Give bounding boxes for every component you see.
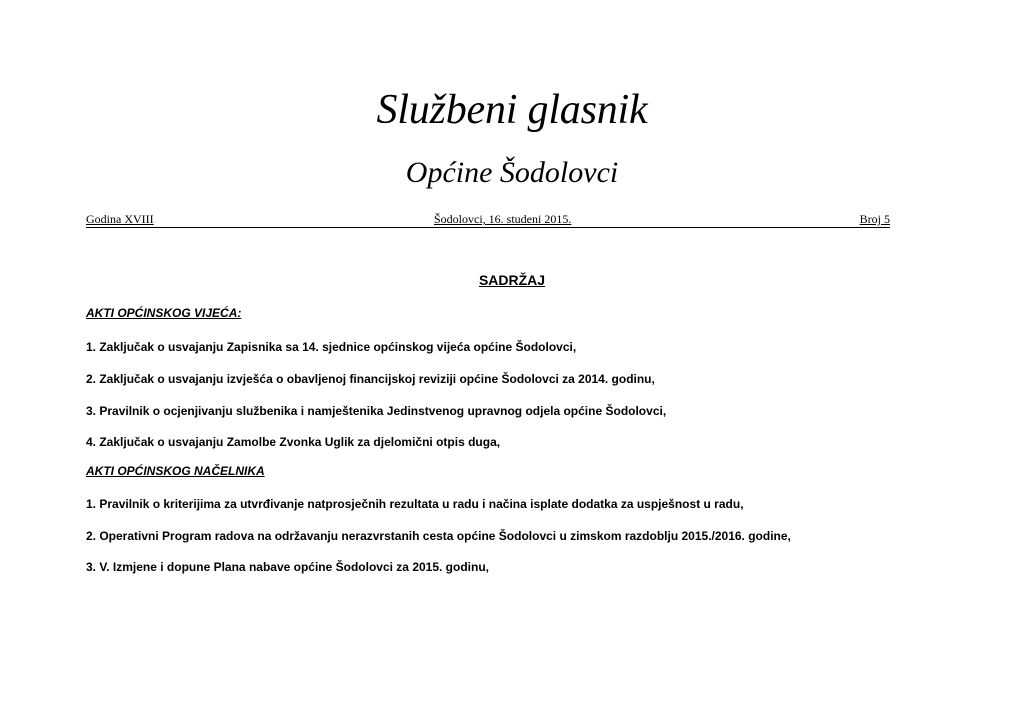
contents-item: 4. Zaključak o usvajanju Zamolbe Zvonka Uglik za djelomični otpis duga,: [86, 435, 501, 449]
section-heading-council: AKTI OPĆINSKOG VIJEĆA:: [86, 306, 242, 320]
section-heading-mayor: AKTI OPĆINSKOG NAČELNIKA: [86, 464, 265, 478]
issue-number: Broj 5: [859, 212, 890, 226]
contents-item: 1. Pravilnik o kriterijima za utvrđivanje natprosječnih rezultata u radu i načina isplate dodatka za uspješnost u radu,: [86, 497, 744, 511]
contents-item: 3. Pravilnik o ocjenjivanju službenika i namještenika Jedinstvenog upravnog odjela općine Šodolovci,: [86, 404, 667, 418]
contents-item: 1. Zaključak o usvajanju Zapisnika sa 14. sjednice općinskog vijeća općine Šodolovci,: [86, 340, 577, 354]
issue-info-line: [86, 211, 890, 228]
gazette-title: Službeni glasnik: [376, 87, 648, 133]
contents-heading: SADRŽAJ: [478, 272, 546, 288]
issue-place-date: Šodolovci, 16. studeni 2015.: [434, 212, 572, 226]
issue-year: Godina XVIII: [86, 212, 154, 226]
contents-item: 2. Operativni Program radova na održavanju nerazvrstanih cesta općine Šodolovci u zimskom razdoblju 2015./2016. godine,: [86, 529, 791, 543]
contents-item: 3. V. Izmjene i dopune Plana nabave općine Šodolovci za 2015. godinu,: [86, 560, 489, 574]
gazette-subtitle: Općine Šodolovci: [405, 156, 619, 189]
contents-item: 2. Zaključak o usvajanju izvješća o obavljenoj financijskoj reviziji općine Šodolovci za 2014. godinu,: [86, 372, 655, 386]
